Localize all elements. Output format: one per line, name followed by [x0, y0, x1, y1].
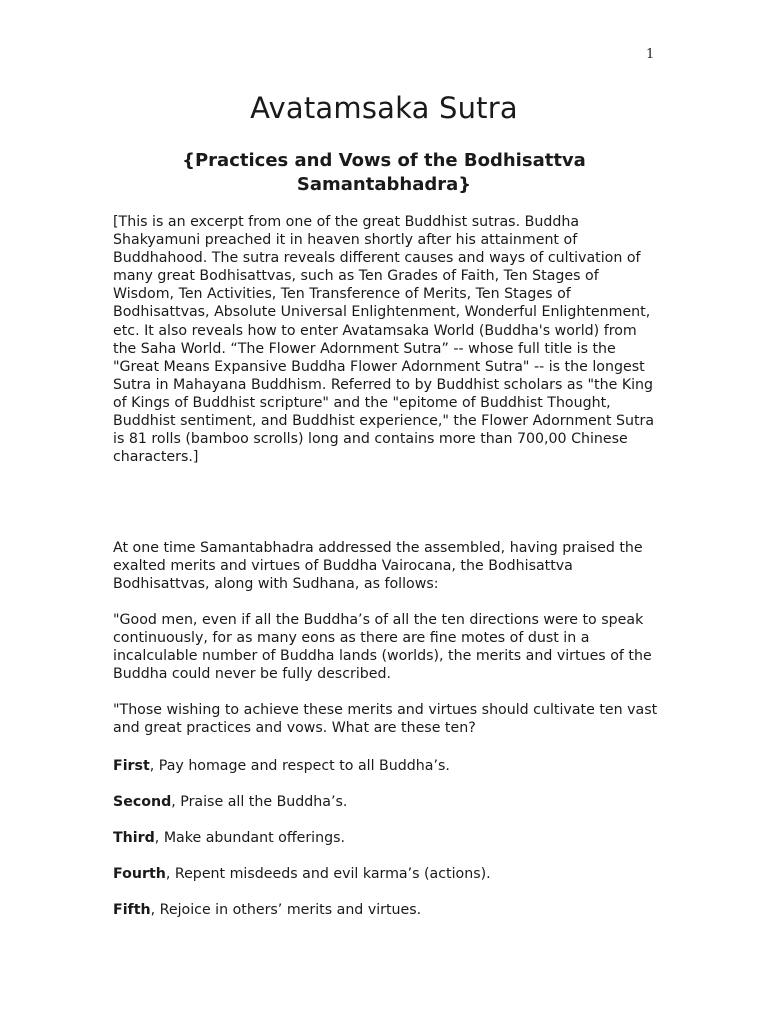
vow-ordinal: Fifth: [113, 902, 151, 918]
body-paragraph-3: "Those wishing to achieve these merits and virtues should cultivate ten vast and great practices and vows. What are these ten?: [113, 702, 658, 737]
vow-item: [113, 757, 661, 775]
vow-text: , Rejoice in others’ merits and virtues.: [150, 902, 422, 918]
page-number: 1: [646, 47, 655, 62]
document-title: Avatamsaka Sutra: [250, 91, 518, 125]
vow-item: [113, 829, 661, 847]
body-paragraph-2: "Good men, even if all the Buddha’s of all the ten directions were to speak continuously, for as many eons as there are fine motes of dust in a incalculable number of Buddha lands (worlds), the merits and virtues of the Buddha could never be fully described.: [113, 612, 652, 683]
vow-text: , Praise all the Buddha’s.: [171, 794, 348, 810]
intro-paragraph: [This is an excerpt from one of the great Buddhist sutras. Buddha Shakyamuni preached it in heaven shortly after his attainment of Buddhahood. The sutra reveals different causes and ways of cultivation of many great Bodhisattvas, such as Ten Grades of Faith, Ten Stages of Wisdom, Ten Activities, Ten Transference of Merits, Ten Stages of Bodhisattvas, Absolute Universal Enlightenment, Wonderful Enlightenment, etc. It also reveals how to enter Avatamsaka World (Buddha's world) from the Saha World. “The Flower Adornment Sutra” -- whose full title is the "Great Means Expansive Buddha Flower Adornment Sutra" -- is the longest Sutra in Mahayana Buddhism. Referred to by Buddhist scholars as "the King of Kings of Buddhist scripture" and the "epitome of Buddhist Thought, Buddhist sentiment, and Buddhist experience," the Flower Adornment Sutra is 81 rolls (bamboo scrolls) long and contains more than 700,00 Chinese characters.]: [113, 214, 655, 466]
vow-ordinal: First: [113, 758, 150, 774]
vow-item: [113, 901, 661, 919]
vow-ordinal: Third: [113, 830, 155, 846]
vow-ordinal: Fourth: [113, 866, 166, 882]
vow-item: [113, 793, 661, 811]
vow-ordinal: Second: [113, 794, 172, 810]
document-subtitle: {Practices and Vows of the Bodhisattva Samantabhadra}: [182, 150, 586, 195]
vow-text: , Repent misdeeds and evil karma’s (actions).: [165, 866, 491, 882]
body-paragraph-1: At one time Samantabhadra addressed the assembled, having praised the exalted merits and virtues of Buddha Vairocana, the Bodhisattva Bodhisattvas, along with Sudhana, as follows:: [113, 540, 643, 593]
vow-item: [113, 865, 661, 883]
vow-text: , Make abundant offerings.: [154, 830, 346, 846]
vow-text: , Pay homage and respect to all Buddha’s.: [149, 758, 450, 774]
